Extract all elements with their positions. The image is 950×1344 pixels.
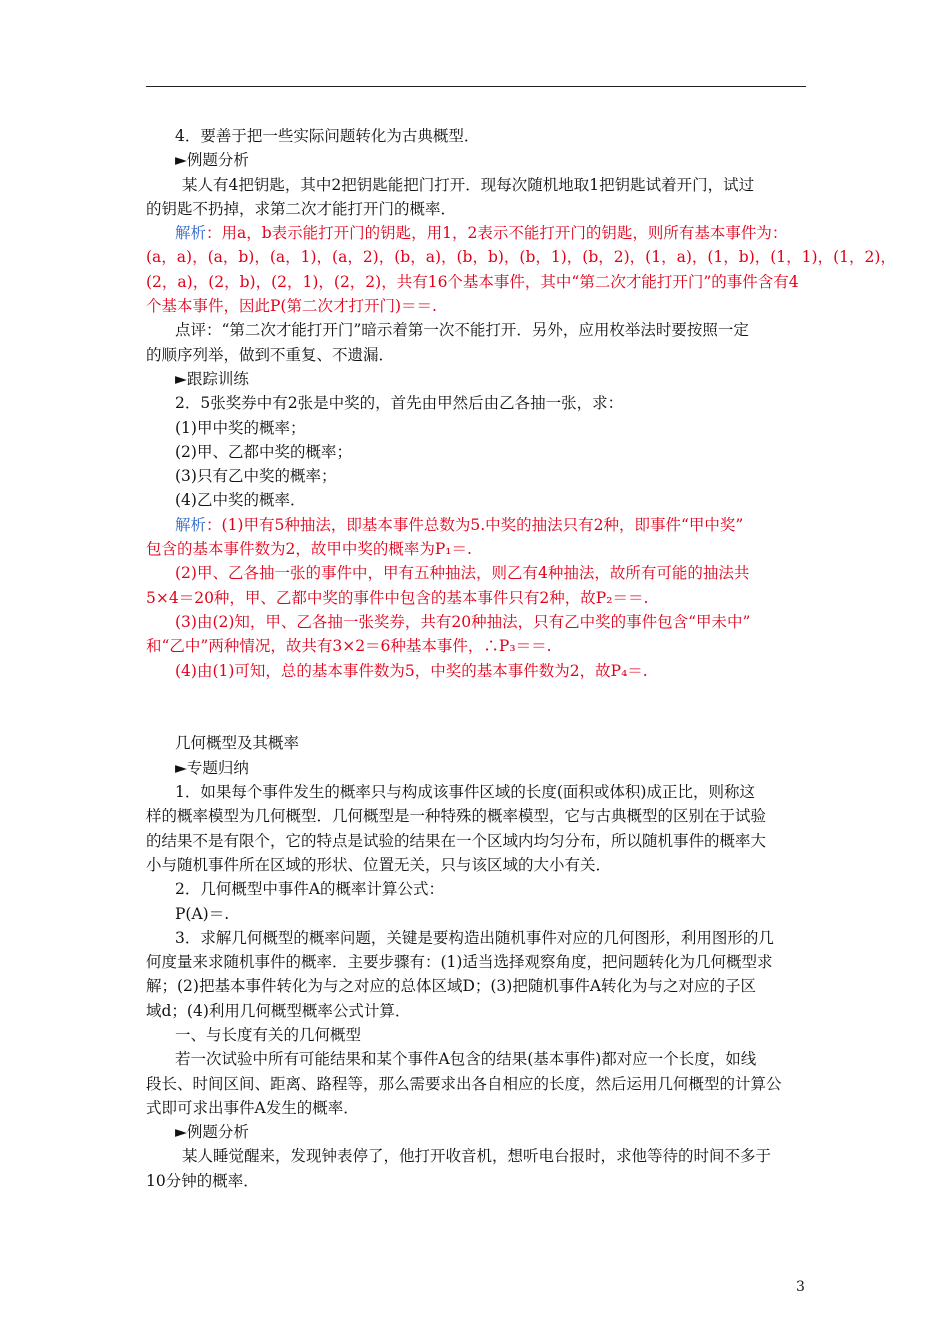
text-line (146, 391, 806, 415)
text-line (146, 974, 806, 998)
text-line (146, 294, 806, 318)
text-line (146, 197, 806, 221)
text-line (146, 659, 806, 683)
line-text: P(A)＝. (175, 904, 230, 923)
text-line (146, 488, 806, 512)
text-line (146, 561, 806, 585)
line-text: 式即可求出事件A发生的概率． (146, 1098, 359, 1117)
line-text: 样的概率模型为几何概型．几何概型是一种特殊的概率模型，它与古典概型的区别在于试验 (146, 807, 767, 826)
text-line (146, 416, 806, 440)
page-number: 3 (796, 1279, 805, 1295)
line-text: (4)乙中奖的概率． (175, 491, 306, 510)
line-text: 一、与长度有关的几何概型 (175, 1025, 362, 1044)
line-text: 的顺序列举，做到不重复、不遗漏． (146, 345, 395, 364)
text-line (146, 1023, 806, 1047)
line-text: (2，a)，(2，b)，(2，1)，(2，2)，共有16个基本事件，其中“第二次才能打开门”的事件含有4 (146, 272, 799, 291)
line-text: (a，a)，(a，b)，(a，1)，(a，2)，(b，a)，(b，b)，(b，1)，(b，2)，(1，a)，(1，b)，(1，1)，(1，2)， (146, 248, 896, 267)
text-line (146, 950, 806, 974)
line-text: 个基本事件，因此P(第二次才打开门)＝＝. (146, 297, 437, 316)
text-line (146, 610, 806, 634)
line-text: ：用a，b表示能打开门的钥匙，用1，2表示不能打开门的钥匙，则所有基本事件为： (206, 224, 788, 243)
text-line (146, 731, 806, 755)
line-text: 4．要善于把一些实际问题转化为古典概型． (175, 127, 480, 145)
text-line (146, 1072, 806, 1096)
text-line (146, 440, 806, 464)
line-text: 何度量来求随机事件的概率．主要步骤有：(1)适当选择观察角度，把问题转化为几何概型求 (146, 953, 773, 972)
line-text: 若一次试验中所有可能结果和某个事件A包含的结果(基本事件)都对应一个长度，如线 (175, 1050, 757, 1069)
text-line (146, 1120, 806, 1144)
line-text: ►跟踪训练 (175, 369, 249, 388)
line-text: (4)由(1)可知，总的基本事件数为5，中奖的基本事件数为2，故P₄＝. (175, 661, 648, 680)
text-line (146, 513, 806, 537)
text-line (146, 318, 806, 342)
text-line (146, 999, 806, 1023)
line-text: 的结果不是有限个，它的特点是试验的结果在一个区域内均匀分布，所以随机事件的概率大 (146, 831, 767, 850)
text-line (146, 926, 806, 950)
line-text: 2．几何概型中事件A的概率计算公式： (175, 880, 445, 899)
page-body (146, 124, 896, 1193)
line-text: 10分钟的概率． (146, 1171, 259, 1190)
text-line (146, 877, 806, 901)
text-line (146, 804, 806, 828)
line-text: 域d；(4)利用几何概型概率公式计算． (146, 1001, 411, 1020)
line-text: (3)只有乙中奖的概率； (175, 467, 337, 486)
text-line (146, 829, 806, 853)
text-line (146, 464, 806, 488)
line-text: 的钥匙不扔掉，求第二次才能打开门的概率． (146, 199, 457, 218)
text-line (146, 853, 806, 877)
blank-line (146, 683, 806, 707)
line-text: (3)由(2)知，甲、乙各抽一张奖券，共有20种抽法，只有乙中奖的事件包含“甲未中” (175, 612, 751, 631)
text-line (146, 537, 806, 561)
text-line (146, 173, 806, 197)
line-text: ►例题分析 (175, 151, 249, 170)
text-line (146, 124, 806, 148)
text-line (146, 245, 896, 269)
line-text: 某人睡觉醒来，发现钟表停了，他打开收音机，想听电台报时，求他等待的时间不多于 (182, 1147, 772, 1166)
header-rule (146, 86, 806, 87)
text-line (146, 270, 806, 294)
line-text: 3．求解几何概型的概率问题，关键是要构造出随机事件对应的几何图形，利用图形的几 (175, 928, 774, 947)
text-line (146, 1047, 806, 1071)
text-line (146, 1096, 806, 1120)
line-text: 1．如果每个事件发生的概率只与构成该事件区域的长度(面积或体积)成正比，则称这 (175, 783, 755, 802)
line-text: (2)甲、乙各抽一张的事件中，甲有五种抽法，则乙有4种抽法，故所有可能的抽法共 (175, 564, 750, 583)
text-line (146, 1144, 806, 1168)
text-line (146, 586, 806, 610)
line-text: 解；(2)把基本事件转化为与之对应的总体区域D；(3)把随机事件A转化为与之对应的子区 (146, 977, 757, 996)
text-line (146, 634, 806, 658)
text-line (146, 221, 806, 245)
line-text: 5×4＝20种，甲、乙都中奖的事件中包含的基本事件只有2种，故P₂＝＝. (146, 588, 649, 607)
text-line (146, 902, 806, 926)
line-text: 某人有4把钥匙，其中2把钥匙能把门打开．现每次随机地取1把钥匙试着开门，试过 (182, 175, 755, 194)
analysis-label: 解析 (175, 224, 207, 243)
text-line (146, 367, 806, 391)
text-line (146, 1169, 806, 1193)
line-text: (2)甲、乙都中奖的概率； (175, 442, 352, 461)
line-text: 包含的基本事件数为2，故甲中奖的概率为P₁＝. (146, 540, 472, 559)
line-text: 几何概型及其概率 (175, 734, 300, 753)
line-text: 和“乙中”两种情况，故共有3×2＝6种基本事件，∴P₃＝＝. (146, 637, 552, 656)
line-text: 小与随机事件所在区域的形状、位置无关，只与该区域的大小有关． (146, 855, 612, 874)
line-text: 点评：“第二次才能打开门”暗示着第一次不能打开．另外，应用枚举法时要按照一定 (175, 321, 749, 340)
analysis-label: 解析 (175, 515, 207, 534)
line-text: 2．5张奖券中有2张是中奖的，首先由甲然后由乙各抽一张，求： (175, 394, 624, 413)
line-text: ：(1)甲有5种抽法，即基本事件总数为5.中奖的抽法只有2种，即事件“甲中奖” (206, 515, 744, 534)
text-line (146, 148, 806, 172)
line-text: (1)甲中奖的概率； (175, 418, 306, 437)
line-text: ►例题分析 (175, 1123, 249, 1142)
line-text: ►专题归纳 (175, 758, 249, 777)
text-line (146, 780, 806, 804)
line-text: 段长、时间区间、距离、路程等，那么需要求出各自相应的长度，然后运用几何概型的计算公 (146, 1074, 782, 1093)
text-line (146, 756, 806, 780)
text-line (146, 343, 806, 367)
blank-line (146, 707, 806, 731)
